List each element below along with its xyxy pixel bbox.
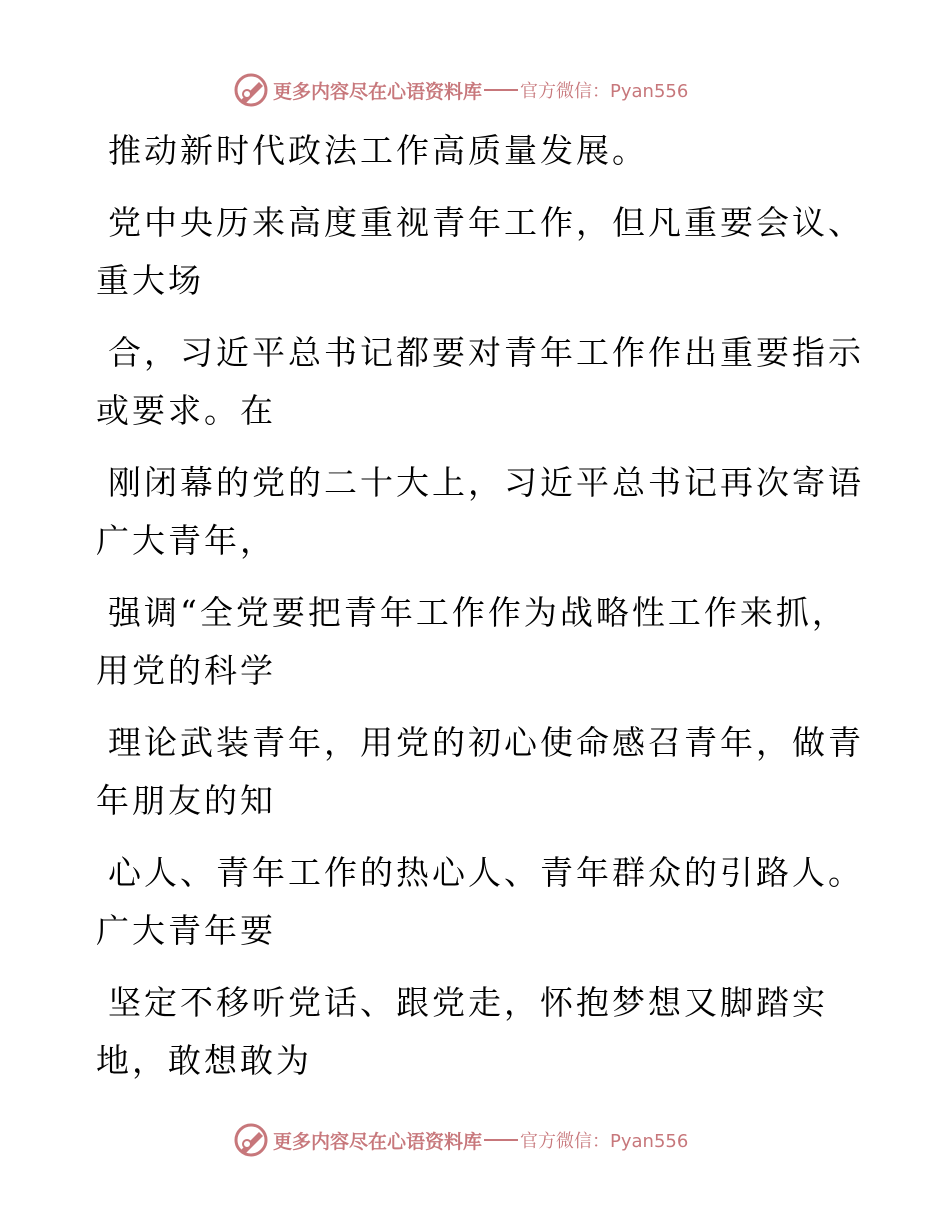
- text-line: 地，敢想敢为: [96, 1041, 312, 1080]
- watermark-wechat: 官方微信：Pyan556: [520, 1131, 689, 1152]
- watermark-dash: [484, 1139, 518, 1141]
- text-line: 用党的科学: [96, 651, 276, 690]
- text-line: 强调“全党要把青年工作作为战略性工作来抓，: [108, 593, 848, 632]
- document-body: [96, 122, 864, 1090]
- text-line: 党中央历来高度重视青年工作，但凡重要会议、: [108, 203, 864, 242]
- text-line: 广大青年，: [96, 521, 276, 560]
- text-line: 年朋友的知: [96, 781, 276, 820]
- watermark-text: 更多内容尽在心语资料库: [273, 80, 483, 103]
- pen-logo-icon: [233, 1122, 269, 1158]
- watermark-dash: [484, 89, 518, 91]
- text-line: 心人、青年工作的热心人、青年群众的引路人。: [108, 853, 864, 892]
- text-line: 刚闭幕的党的二十大上，习近平总书记再次寄语: [108, 463, 864, 502]
- text-line: 广大青年要: [96, 911, 276, 950]
- header-watermark: [233, 72, 688, 108]
- pen-logo-icon: [233, 72, 269, 108]
- text-line: 理论武装青年，用党的初心使命感召青年，做青: [108, 723, 864, 762]
- text-line: 推动新时代政法工作高质量发展。: [108, 131, 648, 170]
- watermark-wechat: 官方微信：Pyan556: [520, 81, 689, 102]
- watermark-text: 更多内容尽在心语资料库: [273, 1130, 483, 1153]
- text-line: 或要求。在: [96, 391, 276, 430]
- text-line: 坚定不移听党话、跟党走，怀抱梦想又脚踏实: [108, 983, 828, 1022]
- text-line: 重大场: [96, 261, 204, 300]
- text-line: 合，习近平总书记都要对青年工作作出重要指示: [108, 333, 864, 372]
- footer-watermark: [233, 1122, 688, 1158]
